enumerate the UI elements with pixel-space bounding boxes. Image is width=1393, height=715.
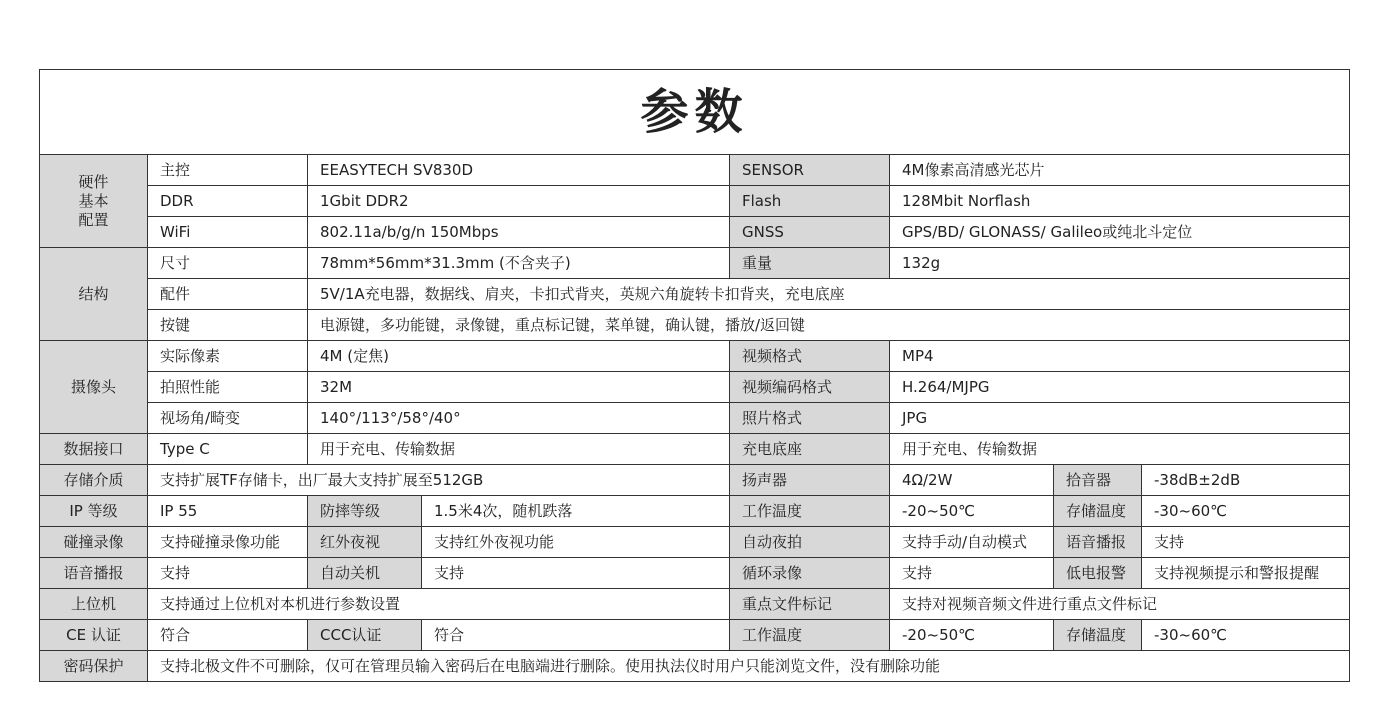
spec-value: 支持视频提示和警报提醒 <box>1142 558 1350 589</box>
spec-value: MP4 <box>890 341 1350 372</box>
spec-key: 视频编码格式 <box>730 372 890 403</box>
category-password: 密码保护 <box>40 651 148 682</box>
spec-value: -30~60℃ <box>1142 496 1350 527</box>
spec-key: 自动夜拍 <box>730 527 890 558</box>
spec-value: 支持 <box>1142 527 1350 558</box>
spec-key: Flash <box>730 186 890 217</box>
spec-value: 支持通过上位机对本机进行参数设置 <box>148 589 730 620</box>
spec-value: 支持北极文件不可删除，仅可在管理员输入密码后在电脑端进行删除。使用执法仪时用户只能浏览文件，没有删除功能 <box>148 651 1350 682</box>
spec-key: 配件 <box>148 279 308 310</box>
spec-key: 工作温度 <box>730 620 890 651</box>
spec-value: JPG <box>890 403 1350 434</box>
table-row <box>40 372 1350 403</box>
table-row <box>40 527 1350 558</box>
category-data-port: 数据接口 <box>40 434 148 465</box>
spec-value: 符合 <box>148 620 308 651</box>
category-camera: 摄像头 <box>40 341 148 434</box>
spec-key: 实际像素 <box>148 341 308 372</box>
table-row <box>40 279 1350 310</box>
spec-key: 红外夜视 <box>308 527 422 558</box>
table-row <box>40 558 1350 589</box>
spec-value: 802.11a/b/g/n 150Mbps <box>308 217 730 248</box>
spec-key: 工作温度 <box>730 496 890 527</box>
spec-key: 低电报警 <box>1054 558 1142 589</box>
spec-key: CCC认证 <box>308 620 422 651</box>
spec-value: 电源键，多功能键，录像键，重点标记键，菜单键，确认键，播放/返回键 <box>308 310 1350 341</box>
spec-value: GPS/BD/ GLONASS/ Galileo或纯北斗定位 <box>890 217 1350 248</box>
spec-value: 支持扩展TF存储卡，出厂最大支持扩展至512GB <box>148 465 730 496</box>
spec-value: EEASYTECH SV830D <box>308 155 730 186</box>
spec-key: 扬声器 <box>730 465 890 496</box>
table-row <box>40 496 1350 527</box>
category-host: 上位机 <box>40 589 148 620</box>
table-row <box>40 217 1350 248</box>
spec-key: 自动关机 <box>308 558 422 589</box>
table-row <box>40 589 1350 620</box>
category-collision: 碰撞录像 <box>40 527 148 558</box>
spec-value: 1.5米4次，随机跌落 <box>422 496 730 527</box>
spec-value: 140°/113°/58°/40° <box>308 403 730 434</box>
spec-key: 语音播报 <box>1054 527 1142 558</box>
spec-value: 4M像素高清感光芯片 <box>890 155 1350 186</box>
table-row <box>40 310 1350 341</box>
spec-value: 1Gbit DDR2 <box>308 186 730 217</box>
spec-value: 支持 <box>148 558 308 589</box>
spec-value: 支持 <box>422 558 730 589</box>
spec-key: 视场角/畸变 <box>148 403 308 434</box>
title-row <box>40 70 1350 155</box>
table-row <box>40 651 1350 682</box>
category-structure: 结构 <box>40 248 148 341</box>
spec-value: 128Mbit Norflash <box>890 186 1350 217</box>
spec-value: Type C <box>148 434 308 465</box>
spec-value: 32M <box>308 372 730 403</box>
spec-value: 符合 <box>422 620 730 651</box>
spec-key: 照片格式 <box>730 403 890 434</box>
spec-value: 4Ω/2W <box>890 465 1054 496</box>
category-voice: 语音播报 <box>40 558 148 589</box>
spec-key: 视频格式 <box>730 341 890 372</box>
spec-value: H.264/MJPG <box>890 372 1350 403</box>
category-ce: CE 认证 <box>40 620 148 651</box>
spec-table <box>39 69 1350 682</box>
spec-value: 132g <box>890 248 1350 279</box>
spec-key: 拾音器 <box>1054 465 1142 496</box>
category-hardware <box>40 155 148 248</box>
spec-key: SENSOR <box>730 155 890 186</box>
spec-value: 支持对视频音频文件进行重点文件标记 <box>890 589 1350 620</box>
category-label: 硬件 基本 配置 <box>78 172 109 229</box>
spec-value: 用于充电、传输数据 <box>890 434 1350 465</box>
table-row <box>40 434 1350 465</box>
spec-value: 4M (定焦) <box>308 341 730 372</box>
spec-value: -30~60℃ <box>1142 620 1350 651</box>
table-row <box>40 155 1350 186</box>
category-ip: IP 等级 <box>40 496 148 527</box>
spec-key: 尺寸 <box>148 248 308 279</box>
spec-key: 拍照性能 <box>148 372 308 403</box>
table-row <box>40 620 1350 651</box>
spec-value: 支持碰撞录像功能 <box>148 527 308 558</box>
spec-key: WiFi <box>148 217 308 248</box>
table-row <box>40 248 1350 279</box>
page-title: 参数 <box>40 70 1350 155</box>
spec-value: 78mm*56mm*31.3mm (不含夹子) <box>308 248 730 279</box>
spec-value: -20~50℃ <box>890 496 1054 527</box>
spec-value: IP 55 <box>148 496 308 527</box>
spec-key: 存储温度 <box>1054 620 1142 651</box>
spec-key: 充电底座 <box>730 434 890 465</box>
spec-key: DDR <box>148 186 308 217</box>
spec-key: 重点文件标记 <box>730 589 890 620</box>
category-storage: 存储介质 <box>40 465 148 496</box>
spec-value: 支持红外夜视功能 <box>422 527 730 558</box>
spec-key: 存储温度 <box>1054 496 1142 527</box>
spec-key: 循环录像 <box>730 558 890 589</box>
table-row <box>40 403 1350 434</box>
spec-key: 按键 <box>148 310 308 341</box>
spec-key: 重量 <box>730 248 890 279</box>
spec-key: 防摔等级 <box>308 496 422 527</box>
table-row <box>40 186 1350 217</box>
spec-value: -20~50℃ <box>890 620 1054 651</box>
spec-value: 5V/1A充电器，数据线、肩夹，卡扣式背夹，英规六角旋转卡扣背夹，充电底座 <box>308 279 1350 310</box>
spec-key: GNSS <box>730 217 890 248</box>
table-row <box>40 465 1350 496</box>
spec-value: 用于充电、传输数据 <box>308 434 730 465</box>
spec-value: 支持 <box>890 558 1054 589</box>
spec-key: 主控 <box>148 155 308 186</box>
spec-value: -38dB±2dB <box>1142 465 1350 496</box>
spec-value: 支持手动/自动模式 <box>890 527 1054 558</box>
table-row <box>40 341 1350 372</box>
